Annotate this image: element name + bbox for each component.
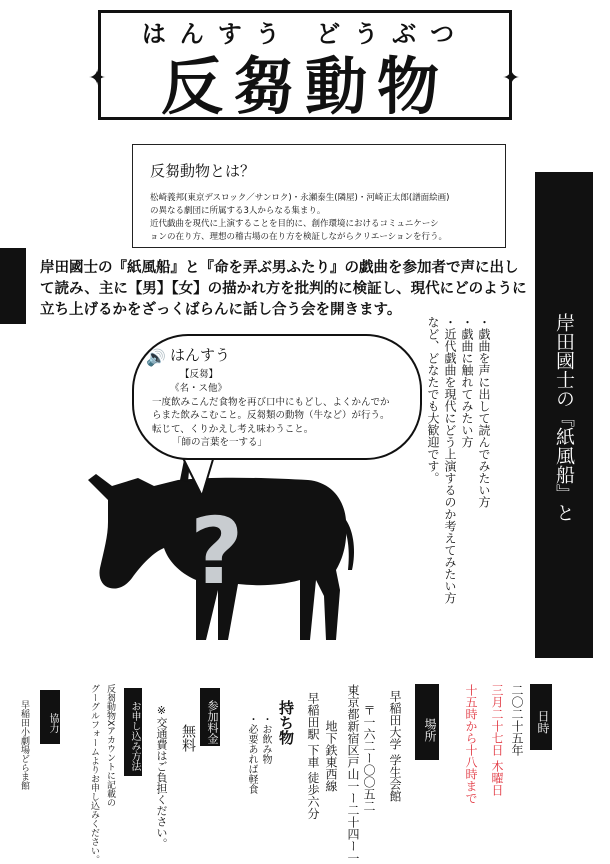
bubble-pos: 《名・ス他》 [170,383,228,394]
right-banner-line: 岸田國士の『紙風船』と [553,312,575,522]
date-year: 二〇二十五年 [510,684,524,756]
right-banner-line: 『命を弄ぶ男ふたり』を反芻する会 [495,265,517,569]
bring-label: 持ち物 [277,700,295,745]
sparkle-icon: ✦ [88,66,107,91]
place-name: 早稲田大学 学生会館 [388,690,402,802]
bullet-item: など、どなたでも大歓迎です。 [426,316,440,484]
page-title: 反芻動物 [160,50,449,123]
fee-label: 参加料金 [200,688,220,746]
coop-label: 協力 [40,690,60,744]
speaker-icon: 🔊 [146,348,166,367]
intro-text: 岸田國士の『紙風船』と『命を弄ぶ男ふたり』の戯曲を参加者で声に出して読み、主に【男】【女】の描かれ方を批判的に検証し、現代にどのように立ち上げるかをざっくばらんに話し合う会を開きます。 [40,260,527,318]
bubble-definition [152,382,414,450]
definition-body [150,192,490,244]
date-label: 日時 [530,684,552,750]
right-banner-text [495,172,593,658]
place-access-line: 地下鉄東西線 [324,720,338,792]
definition-line: 松崎義邦(東京デスロック／サンロク)・永瀬泰生(隣屋)・河崎正太郎(譜面絵画) [150,193,450,203]
place-address: 東京都新宿区戸山一ー二十四ー一 [346,684,360,864]
place-access-station: 早稲田駅 下車 徒歩六分 [306,692,320,820]
apply-text: 反芻動物Xアカウントに記載の [105,684,115,808]
fee-note: ※交通費はご負担ください。 [155,704,168,849]
date-time: 十五時から十八時まで [464,684,478,804]
bubble-word: はんすう [170,346,231,364]
bullet-item: ・戯曲を声に出して読んでみたい方 [477,316,491,508]
bubble-kanji: 【反芻】 [180,369,219,380]
apply-text: グーグルフォームよりお申し込みください。 [89,684,99,864]
bullet-item: ・近代戯曲を現代にどう上演するのか考えてみたい方 [443,316,457,604]
target-audience [424,316,492,616]
definition-line: の異なる劇団に所属する3人からなる集まり。 [150,206,326,216]
bubble-line: 「師の言葉を一する」 [172,437,268,448]
place-zip: 〒一六二ー〇〇五二 [362,704,376,812]
fee-value: 無料 [180,724,196,752]
bubble-tail [180,456,220,500]
bubble-line: らまた飲みこむこと。反芻類の動物（牛など）が行う。 [152,410,390,421]
apply-label: お申し込み方法 [124,688,142,776]
bubble-line: 一度飲みこんだ食物を再び口中にもどし、よくかんでか [152,396,390,408]
coop-value: 早稲田小劇場どらま館 [19,700,29,790]
bubble-line: 転じて、くりかえし考え味わうこと。 [152,423,314,435]
sparkle-icon: ✦ [502,66,521,91]
bring-item: ・お飲み物 [260,714,271,764]
place-label: 場所 [415,684,439,760]
question-mark-icon: ? [190,498,244,605]
title-ruby: はんすう どうぶつ [141,20,469,48]
definition-line: ョンの在り方、理想の稽古場の在り方を検証しながらクリエーションを行う。 [150,232,447,242]
bullet-item: ・戯曲に触れてみたい方 [460,316,474,448]
bring-item: ・必要あれば軽食 [246,714,257,794]
date-day: 三月二十七日 木曜日 [490,684,504,796]
left-accent-bar [0,248,26,324]
definition-heading: 反芻動物とは？ [150,162,256,180]
definition-line: 近代戯曲を現代に上演することを目的に、創作環境におけるコミュニケーシ [150,219,439,229]
